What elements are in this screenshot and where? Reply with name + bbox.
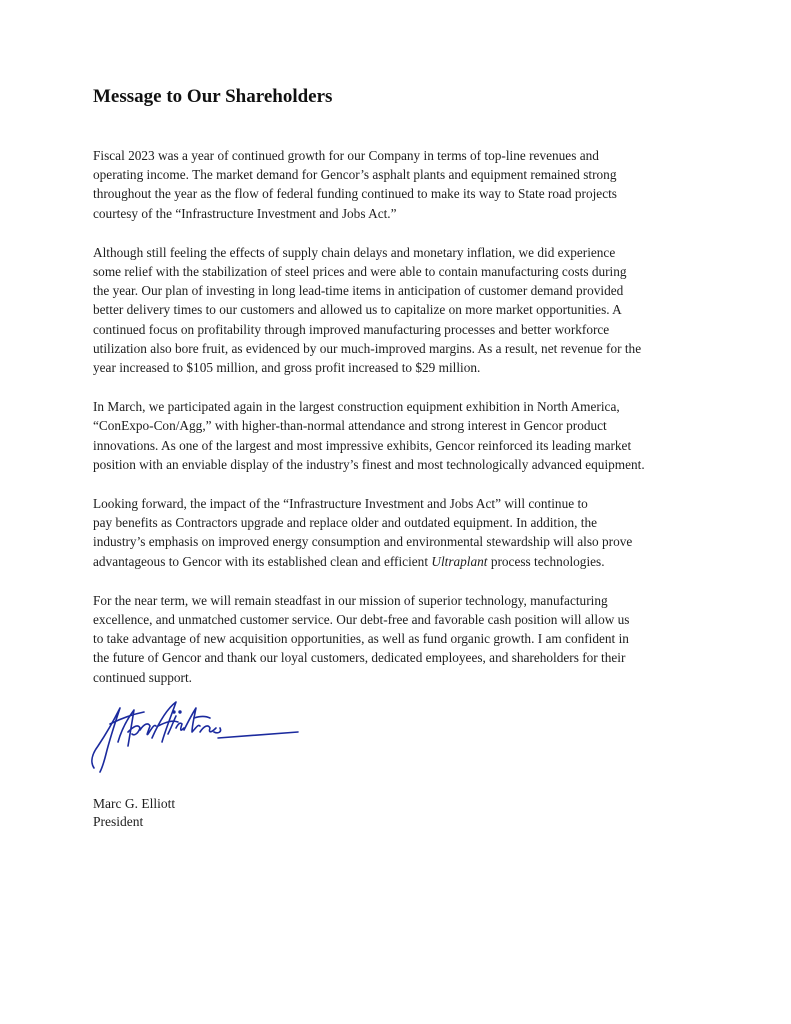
text-line: to take advantage of new acquisition opportunities, as well as fund organic growth. I am confident in — [93, 631, 629, 647]
signer-title: President — [93, 814, 144, 829]
text-line: better delivery times to our customers and allowed us to capitalize on more market opportunities. A — [93, 302, 622, 318]
paragraph-1 — [93, 146, 713, 223]
text-run: advantageous to Gencor with its established clean and efficient — [93, 553, 432, 569]
paragraph-5 — [93, 591, 713, 687]
paragraph-3 — [93, 397, 713, 474]
text-line: some relief with the stabilization of steel prices and were able to contain manufacturing costs during — [93, 264, 627, 280]
handwritten-signature — [88, 698, 303, 776]
text-line: the year. Our plan of investing in long lead-time items in anticipation of customer demand provided — [93, 283, 624, 299]
letter-title: Message to Our Shareholders — [93, 86, 333, 107]
text-line: innovations. As one of the largest and most impressive exhibits, Gencor reinforced its leading market — [93, 437, 632, 453]
text-line-mixed — [93, 552, 713, 571]
text-line: Although still feeling the effects of supply chain delays and monetary inflation, we did experience — [93, 244, 616, 260]
text-line: Looking forward, the impact of the “Infrastructure Investment and Jobs Act” will continue to — [93, 496, 588, 512]
text-line: industry’s emphasis on improved energy consumption and environmental stewardship will also prove — [93, 534, 633, 550]
text-line: “ConExpo-Con/Agg,” with higher-than-normal attendance and strong interest in Gencor product — [93, 418, 607, 434]
text-line: operating income. The market demand for Gencor’s asphalt plants and equipment remained strong — [93, 167, 617, 183]
text-line: pay benefits as Contractors upgrade and replace older and outdated equipment. In addition, the — [93, 515, 598, 531]
text-line: excellence, and unmatched customer service. Our debt-free and favorable cash position will allow us — [93, 612, 630, 628]
signer-block — [93, 795, 175, 831]
text-line: continued support. — [93, 669, 192, 685]
text-run: process technologies. — [487, 553, 605, 569]
paragraph-4 — [93, 494, 713, 571]
signer-name: Marc G. Elliott — [93, 796, 176, 811]
text-line: courtesy of the “Infrastructure Investment and Jobs Act.” — [93, 205, 397, 221]
text-line: In March, we participated again in the largest construction equipment exhibition in North America, — [93, 399, 620, 415]
text-line: throughout the year as the flow of federal funding continued to make its way to State road projects — [93, 186, 617, 202]
text-line: utilization also bore fruit, as evidenced by our much-improved margins. As a result, net revenue for the — [93, 340, 642, 356]
ultraplant-italic: Ultraplant — [431, 553, 488, 569]
text-line: the future of Gencor and thank our loyal customers, dedicated employees, and shareholders for their — [93, 650, 626, 666]
text-line: year increased to $105 million, and gross profit increased to $29 million. — [93, 360, 481, 376]
text-line: For the near term, we will remain steadfast in our mission of superior technology, manufacturing — [93, 592, 608, 608]
text-line: position with an enviable display of the industry’s finest and most technologically advanced equipment. — [93, 456, 645, 472]
letter-body — [93, 146, 713, 707]
text-line: continued focus on profitability through improved manufacturing processes and better workforce — [93, 321, 610, 337]
paragraph-2 — [93, 243, 713, 377]
text-line: Fiscal 2023 was a year of continued growth for our Company in terms of top-line revenues and — [93, 148, 599, 163]
